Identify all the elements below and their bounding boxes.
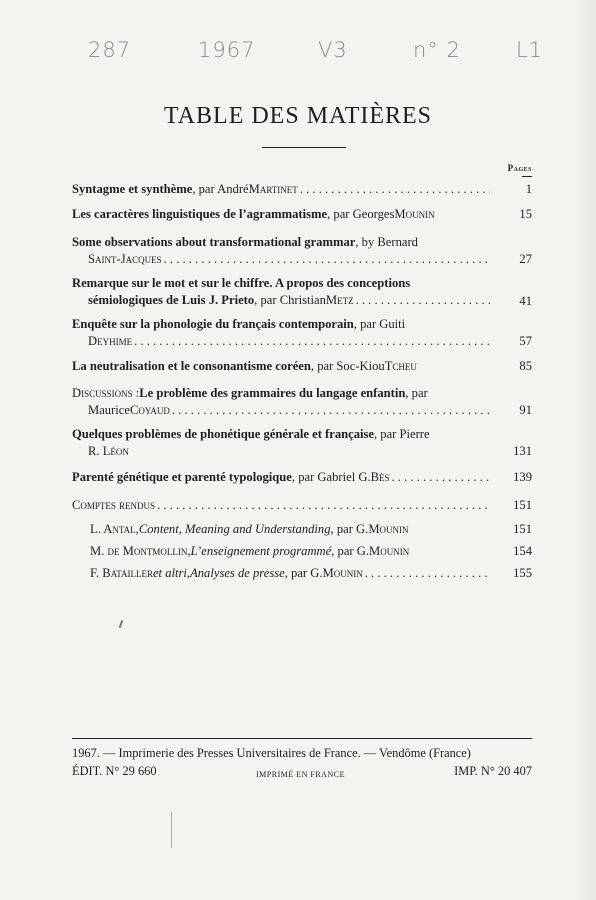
review-entry[interactable] bbox=[90, 543, 490, 560]
entry-page: 131 bbox=[513, 444, 532, 458]
stray-mark bbox=[119, 620, 124, 628]
toc-entry[interactable] bbox=[72, 358, 490, 375]
entry-page: 91 bbox=[519, 403, 532, 417]
pages-label: Pages bbox=[507, 163, 532, 173]
entry-page: 15 bbox=[519, 207, 532, 221]
entry-byline: , par G. bbox=[284, 566, 323, 580]
toc-entry[interactable] bbox=[72, 206, 490, 223]
footer-edit-number: ÉDIT. N° 29 660 bbox=[72, 764, 157, 778]
entry-byline: , par Christian bbox=[254, 293, 326, 307]
dot-leader bbox=[172, 402, 490, 419]
page-title: TABLE DES MATIÈRES bbox=[163, 103, 433, 129]
dot-leader bbox=[356, 292, 490, 309]
pages-underline bbox=[522, 176, 532, 177]
dot-leader bbox=[300, 181, 490, 198]
separator: , bbox=[187, 544, 191, 558]
review-work: et altri bbox=[152, 566, 187, 580]
entry-title: Le problème des grammaires du langage enfantin bbox=[139, 386, 406, 400]
entry-author: Bès bbox=[370, 470, 390, 484]
entry-page: 85 bbox=[519, 359, 532, 373]
entry-byline: , par Soc-Kiou bbox=[310, 359, 385, 373]
toc-entry[interactable] bbox=[72, 234, 490, 268]
entry-title: Some observations about transformational grammar bbox=[72, 235, 356, 249]
entry-title: Remarque sur le mot et sur le chiffre. A propos des conceptions bbox=[72, 276, 411, 290]
section-label: Discussions : bbox=[72, 386, 140, 400]
toc-entry[interactable] bbox=[72, 385, 490, 419]
entry-title: Les caractères linguistiques de l’agrammatisme bbox=[72, 207, 328, 221]
entry-author: R. Léon bbox=[88, 444, 129, 458]
pages-column-header bbox=[496, 163, 532, 177]
entry-author: Martinet bbox=[248, 182, 298, 196]
review-author: L. Antal bbox=[90, 522, 136, 536]
entry-title-cont: sémiologiques de Luis J. Prieto bbox=[88, 293, 255, 307]
entry-page: 151 bbox=[513, 498, 532, 512]
dot-leader bbox=[134, 333, 490, 350]
handwritten-note: V3 bbox=[318, 38, 348, 62]
entry-page: 139 bbox=[513, 470, 532, 484]
review-author: F. Batailler bbox=[90, 566, 153, 580]
entry-page: 151 bbox=[513, 522, 532, 536]
entry-byline: Maurice bbox=[88, 403, 130, 417]
page-edge-shadow bbox=[574, 0, 596, 900]
entry-byline: , par Georges bbox=[327, 207, 395, 221]
footer-imprint: 1967. — Imprimerie des Presses Universitaires de France. — Vendôme (France) bbox=[72, 746, 471, 760]
entry-author: Coyaud bbox=[129, 403, 170, 417]
toc-entry[interactable] bbox=[72, 426, 490, 460]
review-work: Content, Meaning and Understanding bbox=[138, 522, 331, 536]
review-reviewer: Mounin bbox=[368, 522, 409, 536]
stray-mark bbox=[171, 812, 172, 848]
footer-rule bbox=[72, 738, 532, 739]
entry-title: Enquête sur la phonologie du français contemporain bbox=[72, 317, 354, 331]
dot-leader bbox=[392, 469, 491, 486]
review-reviewer: Mounin bbox=[322, 566, 363, 580]
entry-author: Tcheu bbox=[384, 359, 417, 373]
section-label: Comptes rendus bbox=[72, 498, 156, 512]
title-rule bbox=[262, 147, 346, 148]
entry-title: Syntagme et synthème bbox=[72, 182, 193, 196]
footer-imp-number: IMP. N° 20 407 bbox=[454, 764, 532, 778]
entry-author: Deyhime bbox=[88, 334, 133, 348]
entry-byline: , par bbox=[405, 386, 428, 400]
footer-printed-in: IMPRIMÉ EN FRANCE bbox=[256, 770, 345, 779]
toc-entry[interactable] bbox=[72, 469, 490, 486]
entry-page: 1 bbox=[525, 182, 532, 196]
toc-entry[interactable] bbox=[72, 181, 490, 198]
handwritten-note: L1 bbox=[516, 38, 544, 62]
entry-author: Saint-Jacques bbox=[88, 252, 162, 266]
review-work: Analyses de presse bbox=[190, 566, 285, 580]
dot-leader bbox=[365, 565, 490, 582]
entry-byline: , by Bernard bbox=[355, 235, 418, 249]
entry-byline: , par Guiti bbox=[353, 317, 406, 331]
entry-page: 41 bbox=[519, 294, 532, 308]
handwritten-note: n° 2 bbox=[413, 38, 461, 62]
entry-title: Quelques problèmes de phonétique générale et française bbox=[72, 427, 374, 441]
entry-byline: , par G. bbox=[331, 544, 370, 558]
review-reviewer: Mounin bbox=[369, 544, 410, 558]
entry-byline: , par André bbox=[192, 182, 249, 196]
review-entry[interactable] bbox=[90, 565, 490, 582]
dot-leader bbox=[164, 251, 490, 268]
toc-entry[interactable] bbox=[72, 275, 490, 309]
entry-byline: , par Pierre bbox=[374, 427, 430, 441]
review-entry[interactable] bbox=[90, 521, 490, 538]
toc-entry[interactable] bbox=[72, 316, 490, 350]
entry-page: 57 bbox=[519, 334, 532, 348]
entry-title: La neutralisation et le consonantisme coréen bbox=[72, 359, 311, 373]
entry-byline: , par G. bbox=[330, 522, 369, 536]
separator: , bbox=[135, 522, 139, 536]
dot-leader bbox=[157, 497, 490, 514]
toc-entry[interactable] bbox=[72, 497, 490, 514]
entry-author: Mounin bbox=[394, 207, 435, 221]
handwritten-note: 1967 bbox=[198, 38, 256, 62]
entry-page: 155 bbox=[513, 566, 532, 580]
handwritten-note: 287 bbox=[88, 38, 132, 62]
entry-author: Metz bbox=[325, 293, 354, 307]
entry-title: Parenté génétique et parenté typologique bbox=[72, 470, 292, 484]
separator: , bbox=[186, 566, 191, 580]
entry-page: 154 bbox=[513, 544, 532, 558]
entry-page: 27 bbox=[519, 252, 532, 266]
review-work: L’enseignement programmé bbox=[190, 544, 332, 558]
entry-byline: , par Gabriel G. bbox=[291, 470, 371, 484]
review-author: M. de Montmollin bbox=[90, 544, 188, 558]
